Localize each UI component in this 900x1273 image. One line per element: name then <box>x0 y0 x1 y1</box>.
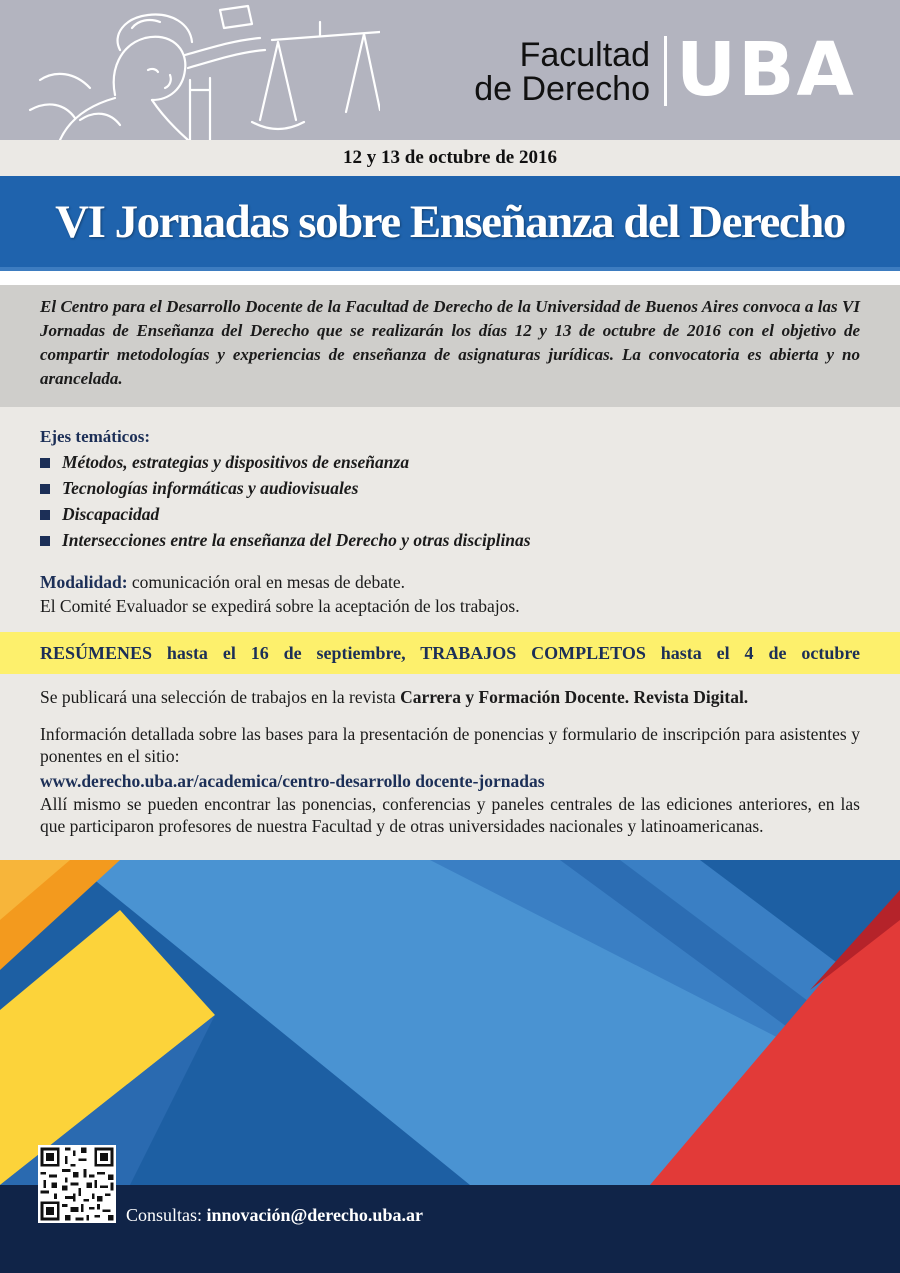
uba-logo: UBA <box>676 27 856 113</box>
topic-label: Tecnologías informáticas y audiovisuales <box>62 478 359 498</box>
contact-email[interactable]: innovación@derecho.uba.ar <box>206 1205 423 1225</box>
website-link[interactable]: www.derecho.uba.ar/academica/centro-desarrollo docente-jornadas <box>40 771 545 791</box>
qr-code-icon <box>38 1145 116 1223</box>
previous-editions-paragraph: Allí mismo se pueden encontrar las ponencias, conferencias y paneles centrales de las ediciones anteriores, en las que participaron profesores de nuestra Facultad y de otras universidades nacionales y latinoamericanas. <box>40 794 860 836</box>
modality-label: Modalidad: <box>40 572 128 592</box>
publication-note <box>40 686 748 708</box>
topics-heading: Ejes temáticos: <box>40 427 150 446</box>
square-bullet-icon <box>40 510 50 520</box>
square-bullet-icon <box>40 484 50 494</box>
main-content <box>0 407 900 860</box>
modality-text: comunicación oral en mesas de debate. <box>127 572 405 592</box>
faculty-name <box>440 38 650 106</box>
title-band <box>0 176 900 271</box>
deadline-banner: RESÚMENES hasta el 16 de septiembre, TRABAJOS COMPLETOS hasta el 4 de octubre <box>0 632 900 674</box>
square-bullet-icon <box>40 536 50 546</box>
event-title: VI Jornadas sobre Enseñanza del Derecho <box>55 196 845 248</box>
contact-label: Consultas: <box>126 1205 207 1225</box>
faculty-name-line2: de Derecho <box>474 70 650 108</box>
modality-line <box>40 571 405 593</box>
faculty-name-line1: Facultad <box>519 36 650 74</box>
intro-paragraph: El Centro para el Desarrollo Docente de la Facultad de Derecho de la Universidad de Buenos Aires convoca a las VI Jornadas de Enseñanza del Derecho que se realizarán los días 12 y 13 de octubre de 2016 con el objetivo de compartir metodologías y experiencias de enseñanza de asignaturas jurídicas. La convocatoria es abierta y no arancelada. <box>0 285 900 407</box>
committee-note: El Comité Evaluador se expedirá sobre la aceptación de los trabajos. <box>40 596 520 616</box>
journal-name: Carrera y Formación Docente. Revista Digital. <box>400 687 749 707</box>
publication-text: Se publicará una selección de trabajos en la revista <box>40 687 401 707</box>
topic-item <box>40 449 531 475</box>
topic-label: Discapacidad <box>62 504 160 524</box>
topics-list <box>40 449 531 553</box>
topic-label: Intersecciones entre la enseñanza del Derecho y otras disciplinas <box>62 530 531 550</box>
header-banner <box>0 0 900 140</box>
topic-label: Métodos, estrategias y dispositivos de enseñanza <box>62 452 410 472</box>
square-bullet-icon <box>40 458 50 468</box>
contact-line <box>126 1203 423 1227</box>
logo-separator <box>664 36 667 106</box>
justice-statue-illustration <box>20 0 380 140</box>
decorative-geometric-graphic <box>0 860 900 1185</box>
event-date: 12 y 13 de octubre de 2016 <box>0 140 900 176</box>
topic-item <box>40 527 531 553</box>
footer-bar <box>0 1185 900 1273</box>
info-paragraph: Información detallada sobre las bases para la presentación de ponencias y formulario de inscripción para asistentes y ponentes en el sitio: <box>40 724 860 766</box>
topic-item <box>40 475 531 501</box>
topic-item <box>40 501 531 527</box>
